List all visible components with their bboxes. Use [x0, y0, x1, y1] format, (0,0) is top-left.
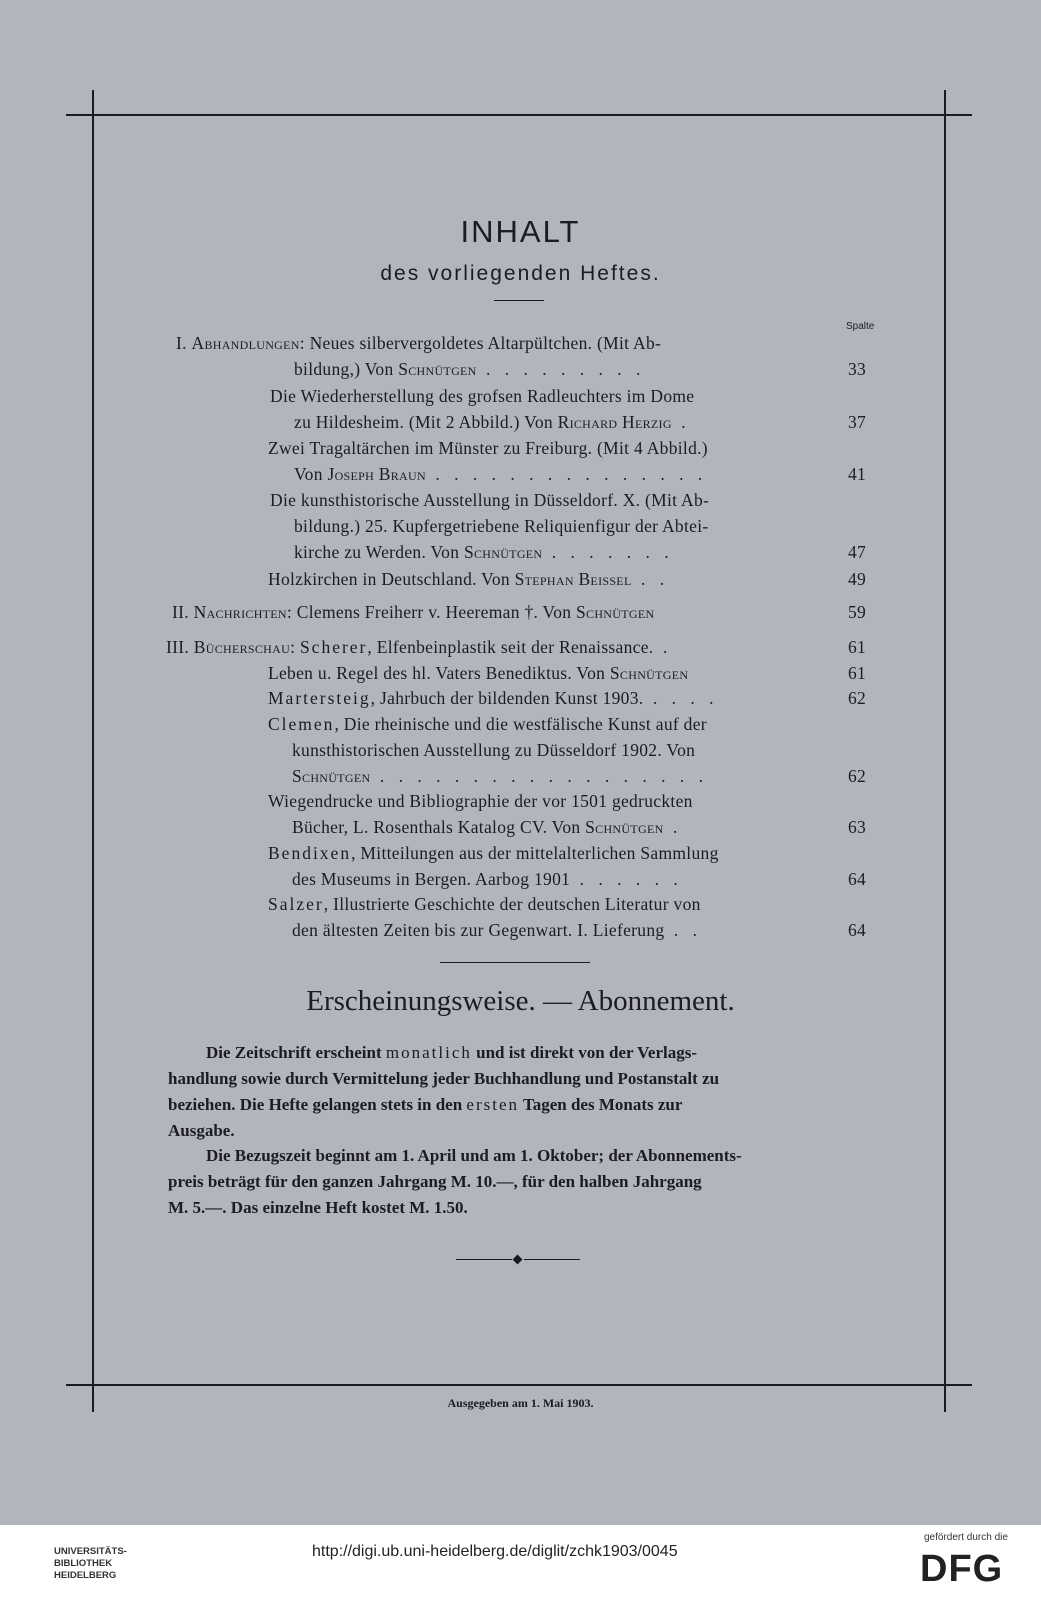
toc-page-number: 59: [848, 602, 867, 622]
entry-text: , Mitteilungen aus der mittelalterlichen Sammlung: [351, 843, 719, 863]
closing-ornament-diamond: [513, 1255, 523, 1265]
source-url[interactable]: http://digi.ub.uni-heidelberg.de/diglit/zchk1903/0045: [312, 1543, 678, 1560]
leader-dots: . . . . . . . . . . . . . . . . . .: [370, 766, 708, 786]
page-subtitle: des vorliegenden Heftes.: [380, 262, 661, 285]
closing-ornament-left: [456, 1259, 512, 1260]
funded-by-label: gefördert durch die: [924, 1532, 1008, 1543]
entry-author: Schnütgen: [609, 663, 689, 683]
leader-dots: . .: [631, 569, 670, 589]
closing-ornament-right: [524, 1259, 580, 1260]
entry-author: Salzer: [268, 894, 324, 914]
leader-dots: . . . . . . . . . . . . . . .: [425, 464, 708, 484]
section-number: II.: [172, 602, 189, 622]
library-name-line: BIBLIOTHEK: [54, 1558, 113, 1569]
toc-entry-line: Zwei Tragaltärchen im Münster zu Freiburg. (Mit 4 Abbild.): [268, 438, 708, 458]
toc-entry-line: [268, 894, 701, 915]
toc-divider: [440, 962, 590, 963]
entry-text: , Illustrierte Geschichte der deutschen Literatur von: [323, 894, 701, 914]
toc-entry-line: [292, 766, 708, 787]
paragraph-line: [168, 1092, 874, 1118]
dfg-logo: DFG: [920, 1548, 1004, 1590]
entry-author: Schnütgen: [398, 359, 477, 379]
paragraph-line: [168, 1143, 874, 1169]
page-title: INHALT: [460, 214, 581, 249]
entry-author: Schnütgen: [576, 602, 655, 622]
colon: :: [299, 333, 305, 353]
toc-page-number: 41: [848, 464, 867, 484]
paragraph-line: Ausgabe.: [168, 1121, 235, 1140]
toc-page-number: 37: [848, 412, 867, 432]
entry-author: Richard Herzig: [557, 412, 672, 432]
paragraph-line: [168, 1040, 874, 1066]
toc-section-2-heading: [172, 602, 654, 623]
column-label: Spalte: [846, 321, 875, 332]
paragraph-line: M. 5.—. Das einzelne Heft kostet M. 1.50.: [168, 1198, 468, 1217]
section-heading: Erscheinungsweise. — Abonnement.: [306, 985, 735, 1017]
entry-text: Clemens Freiherr v. Heereman †. Von: [296, 602, 576, 622]
section-number: III.: [166, 637, 190, 657]
entry-author: Schnütgen: [463, 542, 543, 562]
entry-text: , Elfenbeinplastik seit der Renaissance.: [367, 637, 654, 657]
toc-page-number: 49: [848, 569, 867, 589]
entry-author: Stephan Beissel: [514, 569, 632, 589]
toc-entry-line: [268, 714, 707, 735]
entry-author: Clemen: [268, 714, 335, 734]
entry-author: Wiegendrucke: [268, 791, 373, 811]
leader-dots: . . . . . . .: [542, 542, 674, 562]
entry-author: Martersteig: [268, 688, 371, 708]
spaced-word: ersten: [466, 1095, 519, 1114]
entry-author: Joseph Braun: [327, 464, 426, 484]
title-divider: [494, 300, 544, 301]
frame-bottom-rule: [66, 1384, 972, 1386]
toc-page-number: 62: [848, 766, 867, 786]
leader-dots: . .: [664, 920, 702, 940]
leader-dots: . . . .: [643, 688, 719, 708]
entry-author: Schnütgen: [585, 817, 664, 837]
entry-text: des Museums in Bergen. Aarbog 1901: [292, 869, 571, 889]
toc-entry-line: bildung.) 25. Kupfergetriebene Reliquienfigur der Abtei-: [294, 516, 709, 536]
toc-entry-line: [294, 412, 691, 433]
digitization-footer: [0, 1525, 1041, 1601]
toc-entry-line: [268, 843, 719, 864]
entry-author: Schnütgen: [292, 766, 371, 786]
frame-top-rule: [66, 114, 972, 116]
entry-text: Von: [294, 464, 328, 484]
section-number: I.: [176, 333, 187, 353]
paragraph-line: preis beträgt für den ganzen Jahrgang M. 10.—, für den halben Jahrgang: [168, 1172, 702, 1191]
paragraph-line: handlung sowie durch Vermittelung jeder Buchhandlung und Postanstalt zu: [168, 1069, 720, 1088]
toc-section-3-heading: [166, 637, 672, 658]
entry-text: Bücher, L. Rosenthals Katalog CV. Von: [292, 817, 586, 837]
leader-dots: .: [663, 817, 683, 837]
issue-date: Ausgegeben am 1. Mai 1903.: [447, 1396, 594, 1410]
section-head: Bücherschau: [193, 637, 291, 657]
frame-right-rule: [944, 90, 946, 1412]
toc-page-number: 62: [848, 688, 867, 708]
toc-entry-line: [268, 569, 669, 590]
entry-text: , Jahrbuch der bildenden Kunst 1903.: [370, 688, 644, 708]
toc-entry-line: [294, 542, 674, 563]
toc-page-number: 64: [848, 920, 867, 940]
library-name: [54, 1546, 127, 1582]
paragraph-1: [168, 1040, 874, 1144]
entry-text: den ältesten Zeiten bis zur Gegenwart. I. Lieferung: [292, 920, 665, 940]
toc-page-number: 61: [848, 663, 867, 683]
colon: :: [290, 637, 296, 657]
text-run: Tagen des Monats zur: [519, 1095, 683, 1114]
spaced-word: monatlich: [385, 1043, 472, 1062]
toc-entry-line: [268, 663, 688, 684]
entry-text: bildung,) Von: [294, 359, 399, 379]
toc-entry-line: Die kunsthistorische Ausstellung in Düsseldorf. X. (Mit Ab-: [270, 490, 710, 510]
toc-entry-line: [268, 791, 693, 812]
text-run: beziehen. Die Hefte gelangen stets in den: [168, 1095, 467, 1114]
frame-left-rule: [92, 90, 94, 1412]
toc-section-1-heading: [176, 333, 661, 354]
toc-entry-line: [292, 869, 683, 890]
library-name-line: HEIDELBERG: [54, 1570, 117, 1581]
toc-entry-line: [268, 688, 718, 709]
toc-page-number: 64: [848, 869, 867, 889]
entry-text: , Die rheinische und die westfälische Kunst auf der: [334, 714, 707, 734]
entry-text: kirche zu Werden. Von: [294, 542, 464, 562]
leader-dots: . . . . . .: [570, 869, 683, 889]
toc-entry-line: Neues silbervergoldetes Altarpültchen. (Mit Ab-: [309, 333, 662, 353]
toc-entry-line: [292, 817, 682, 838]
toc-page-number: 63: [848, 817, 867, 837]
text-run: Die Zeitschrift erscheint: [206, 1043, 386, 1062]
toc-page-number: 33: [848, 359, 867, 379]
entry-author: Scherer: [299, 637, 368, 657]
entry-text: und Bibliographie der vor 1501 gedruckten: [372, 791, 693, 811]
toc-entry-line: Die Wiederherstellung des grofsen Radleuchters im Dome: [270, 386, 695, 406]
section-head: Nachrichten: [193, 602, 287, 622]
paragraph-2: [168, 1143, 874, 1221]
entry-text: Holzkirchen in Deutschland. Von: [268, 569, 515, 589]
leader-dots: .: [653, 637, 673, 657]
leader-dots: . . . . . . . . .: [476, 359, 646, 379]
toc-page-number: 61: [848, 637, 867, 657]
section-head: Abhandlungen: [191, 333, 300, 353]
text-run: und ist direkt von der Verlags-: [471, 1043, 697, 1062]
colon: :: [286, 602, 293, 622]
toc-page-number: 47: [848, 542, 867, 562]
toc-entry-line: [294, 464, 707, 485]
library-name-line: UNIVERSITÄTS-: [54, 1546, 127, 1557]
entry-text: zu Hildesheim. (Mit 2 Abbild.) Von: [294, 412, 558, 432]
entry-author: Bendixen: [268, 843, 352, 863]
toc-entry-line: [294, 359, 645, 380]
entry-text: Leben u. Regel des hl. Vaters Benediktus. Von: [268, 663, 610, 683]
toc-entry-line: [292, 920, 702, 941]
toc-entry-line: kunsthistorischen Ausstellung zu Düsseldorf 1902. Von: [292, 740, 696, 760]
leader-dots: .: [671, 412, 691, 432]
text-run: Die Bezugszeit beginnt am 1. April und am 1. Oktober; der Abonnements-: [206, 1146, 742, 1165]
